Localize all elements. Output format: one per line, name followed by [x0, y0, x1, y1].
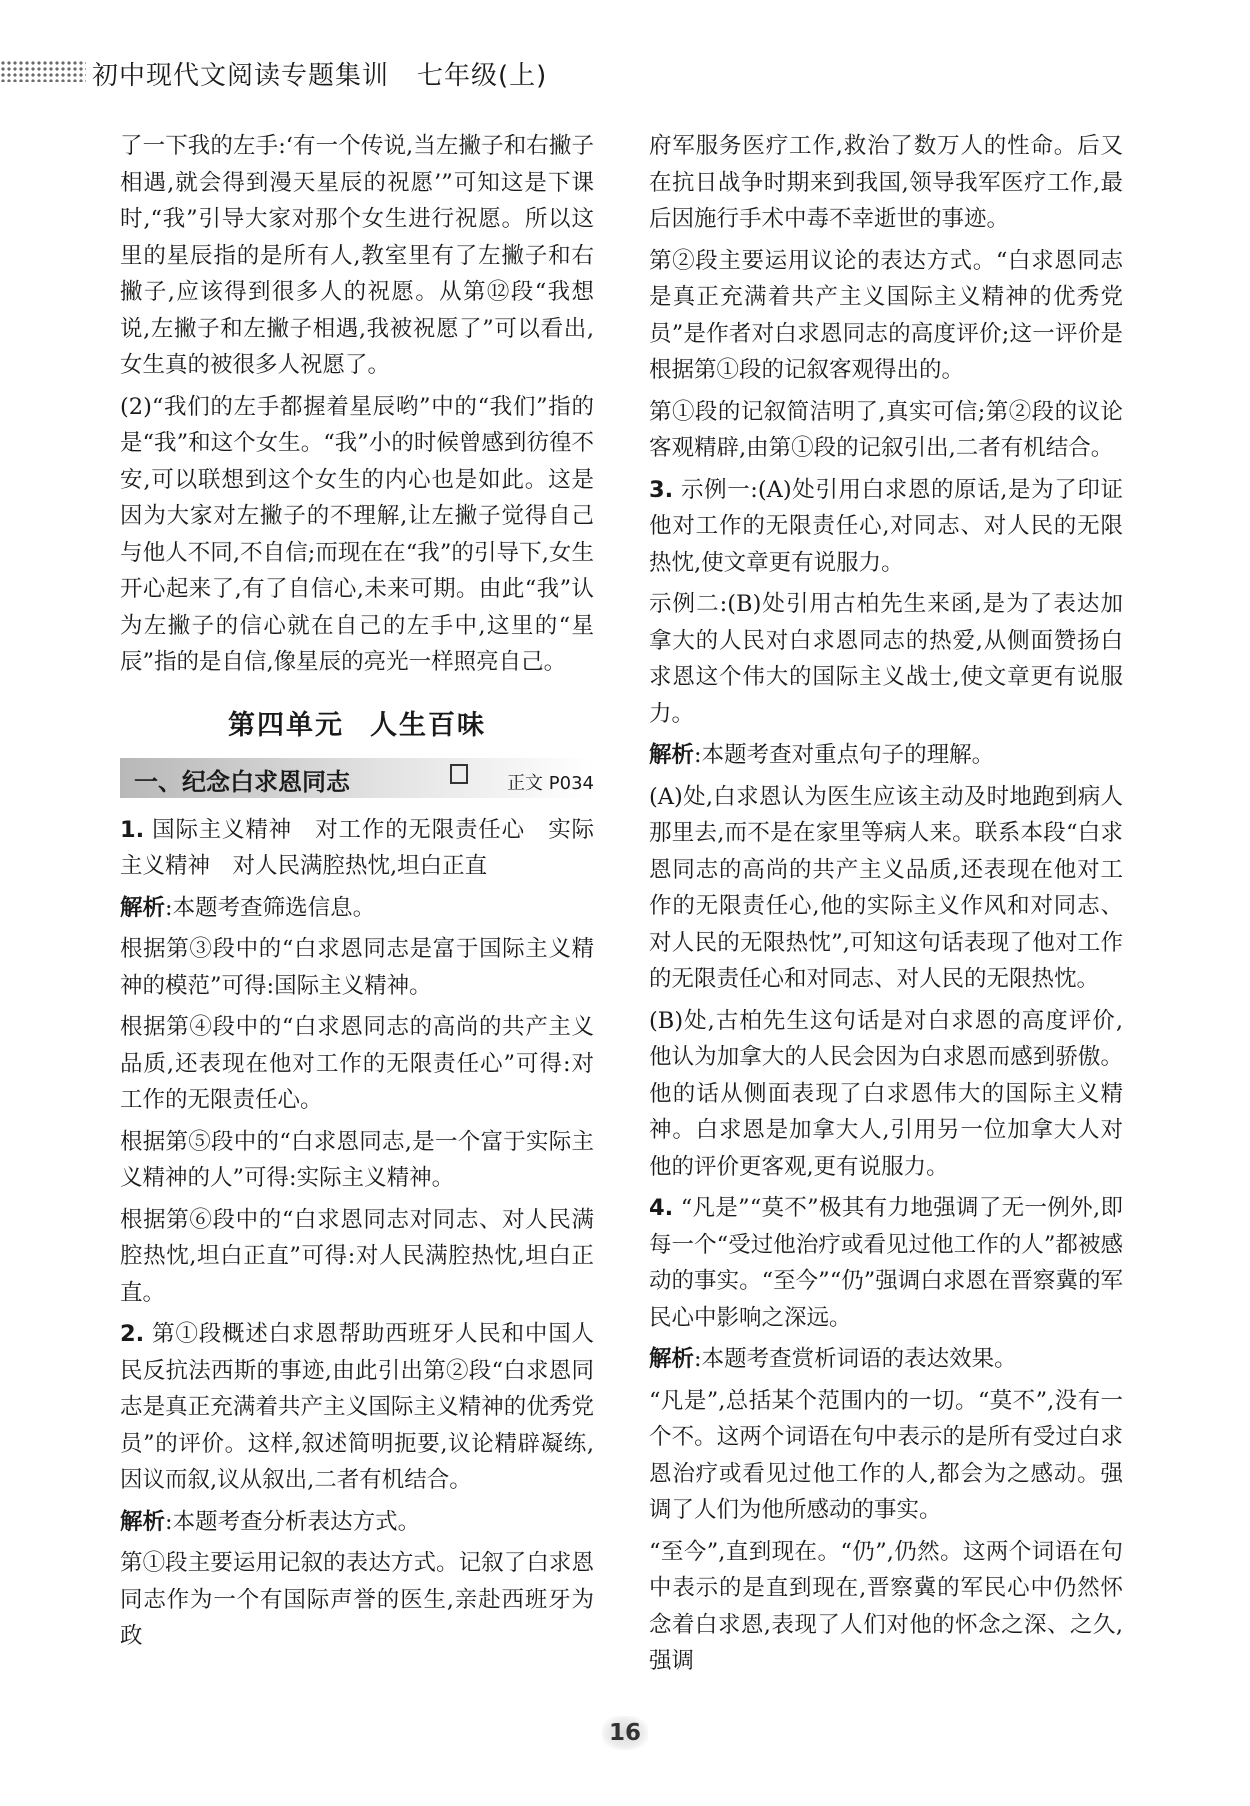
section-title: 一、纪念白求恩同志: [134, 767, 350, 796]
analysis: [120, 1504, 594, 1541]
paragraph: 根据第③段中的“白求恩同志是富于国际主义精神的模范”可得:国际主义精神。: [120, 936, 594, 999]
page-number: 16: [602, 1716, 648, 1750]
analysis-label: 解析: [120, 894, 166, 921]
paragraph: (2)“我们的左手都握着星辰哟”中的“我们”指的是“我”和这个女生。“我”小的时候曾感到彷徨不安,可以联想到这个女生的内心也是如此。这是因为大家对左撇子的不理解,让左撇子觉得自己与他人不同,不自信;而现在在“我”的引导下,女生开心起来了,有了自信心,未来可期。由此“我”认为左撇子的信心就在自己的左手中,这里的“星辰”指的是自信,像星辰的亮光一样照亮自己。: [120, 393, 594, 675]
analysis-label: 解析: [120, 1508, 166, 1535]
paragraph: “至今”,直到现在。“仍”,仍然。这两个词语在句中表示的是直到现在,晋察冀的军民心中仍然怀念着白求恩,表现了人们对他的怀念之深、之久,强调: [649, 1538, 1123, 1674]
paragraph: 了一下我的左手:‘有一个传说,当左撇子和右撇子相遇,就会得到漫天星辰的祝愿’”可知这是下课时,“我”引导大家对那个女生进行祝愿。所以这里的星辰指的是所有人,教室里有了左撇子和右撇子,应该得到很多人的祝愿。从第⑫段“我想说,左撇子和左撇子相遇,我被祝愿了”可以看出,女生真的被很多人祝愿了。: [120, 133, 594, 378]
answer-text: 国际主义精神 对工作的无限责任心 实际主义精神 对人民满腔热忱,坦白正直: [120, 816, 594, 879]
header-dot-pattern: [0, 60, 86, 82]
analysis-text: :本题考查对重点句子的理解。: [694, 742, 995, 768]
running-header: [92, 55, 547, 92]
paragraph: (B)处,古柏先生这句话是对白求恩的高度评价,他认为加拿大的人民会因为白求恩而感到骄傲。他的话从侧面表现了白求恩伟大的国际主义精神。白求恩是加拿大人,引用另一位加拿大人对他的评价更客观,更有说服力。: [649, 1007, 1123, 1180]
left-column: [120, 128, 594, 1660]
paragraph: 第①段的记叙简洁明了,真实可信;第②段的议论客观精辟,由第①段的记叙引出,二者有机结合。: [649, 398, 1123, 461]
paragraph: 根据第⑥段中的“白求恩同志对同志、对人民满腔热忱,坦白正直”可得:对人民满腔热忱,坦白正直。: [120, 1206, 594, 1306]
analysis-label: 解析: [649, 742, 695, 768]
paragraph: 根据第④段中的“白求恩同志的高尚的共产主义品质,还表现在他对工作的无限责任心”可得:对工作的无限责任心。: [120, 1014, 594, 1113]
unit-title: 第四单元: [228, 709, 344, 741]
paragraph: 第①段主要运用记叙的表达方式。记叙了白求恩同志作为一个有国际声誉的医生,亲赴西班牙为政: [120, 1550, 594, 1649]
unit-subtitle: 人生百味: [370, 709, 486, 741]
answer-text: 第①段概述白求恩帮助西班牙人民和中国人民反抗法西斯的事迹,由此引出第②段“白求恩同志是真正充满着共产主义国际主义精神的优秀党员”的评价。这样,叙述简明扼要,议论精辟凝练,因议而叙,议从叙出,二者有机结合。: [120, 1321, 594, 1493]
answer-1: [120, 812, 594, 885]
question-number: 3.: [649, 476, 674, 503]
paragraph: “凡是”,总括某个范围内的一切。“莫不”,没有一个不。这两个词语在句中表示的是所有受过白求恩治疗或看见过他工作的人,都会为之感动。强调了人们为他所感动的事实。: [649, 1387, 1123, 1523]
paragraph: 第②段主要运用议论的表达方式。“白求恩同志是真正充满着共产主义国际主义精神的优秀党员”是作者对白求恩同志的高度评价;这一评价是根据第①段的记叙客观得出的。: [649, 247, 1123, 383]
right-column: [649, 128, 1123, 1685]
analysis-text: :本题考查分析表达方式。: [165, 1508, 421, 1535]
analysis: [649, 1341, 1123, 1378]
question-number: 4.: [649, 1195, 674, 1221]
book-title: 初中现代文阅读专题集训: [92, 61, 390, 91]
section-header-bar: [120, 758, 594, 798]
answer-4: [649, 1190, 1123, 1336]
question-number: 1.: [120, 816, 145, 843]
question-number: 2.: [120, 1321, 145, 1347]
paragraph: (A)处,白求恩认为医生应该主动及时地跑到病人那里去,而不是在家里等病人来。联系本段“白求恩同志的高尚的共产主义品质,还表现在他对工作的无限责任心,他的实际主义作风和对同志、对人民的无限热忱”,可知这句话表现了他对工作的无限责任心和对同志、对人民的无限热忱。: [649, 783, 1123, 992]
section-page-ref: 正文 P034: [507, 772, 594, 794]
answer-2: [120, 1316, 594, 1499]
analysis-label: 解析: [649, 1346, 695, 1372]
analysis-text: :本题考查筛选信息。: [165, 894, 376, 921]
paragraph: 府军服务医疗工作,救治了数万人的性命。后又在抗日战争时期来到我国,领导我军医疗工作,最后因施行手术中毒不幸逝世的事迹。: [649, 133, 1123, 232]
answer-3: [649, 472, 1123, 582]
answer-text: “凡是”“莫不”极其有力地强调了无一例外,即每一个“受过他治疗或看见过他工作的人”都被感动的事实。“至今”“仍”强调白求恩在晋察冀的军民心中影响之深远。: [649, 1195, 1123, 1331]
unit-heading: [120, 703, 594, 742]
paragraph: 根据第⑤段中的“白求恩同志,是一个富于实际主义精神的人”可得:实际主义精神。: [120, 1128, 594, 1191]
grade-label: 七年级(上): [417, 61, 548, 91]
paragraph: 示例二:(B)处引用古柏先生来函,是为了表达加拿大的人民对白求恩同志的热爱,从侧面赞扬白求恩这个伟大的国际主义战士,使文章更有说服力。: [649, 591, 1123, 727]
analysis: [120, 890, 594, 927]
checkbox-icon: [450, 764, 468, 784]
analysis: [649, 737, 1123, 774]
analysis-text: :本题考查赏析词语的表达效果。: [694, 1346, 1017, 1372]
answer-text: 示例一:(A)处引用白求恩的原话,是为了印证他对工作的无限责任心,对同志、对人民的无限热忱,使文章更有说服力。: [649, 476, 1123, 576]
